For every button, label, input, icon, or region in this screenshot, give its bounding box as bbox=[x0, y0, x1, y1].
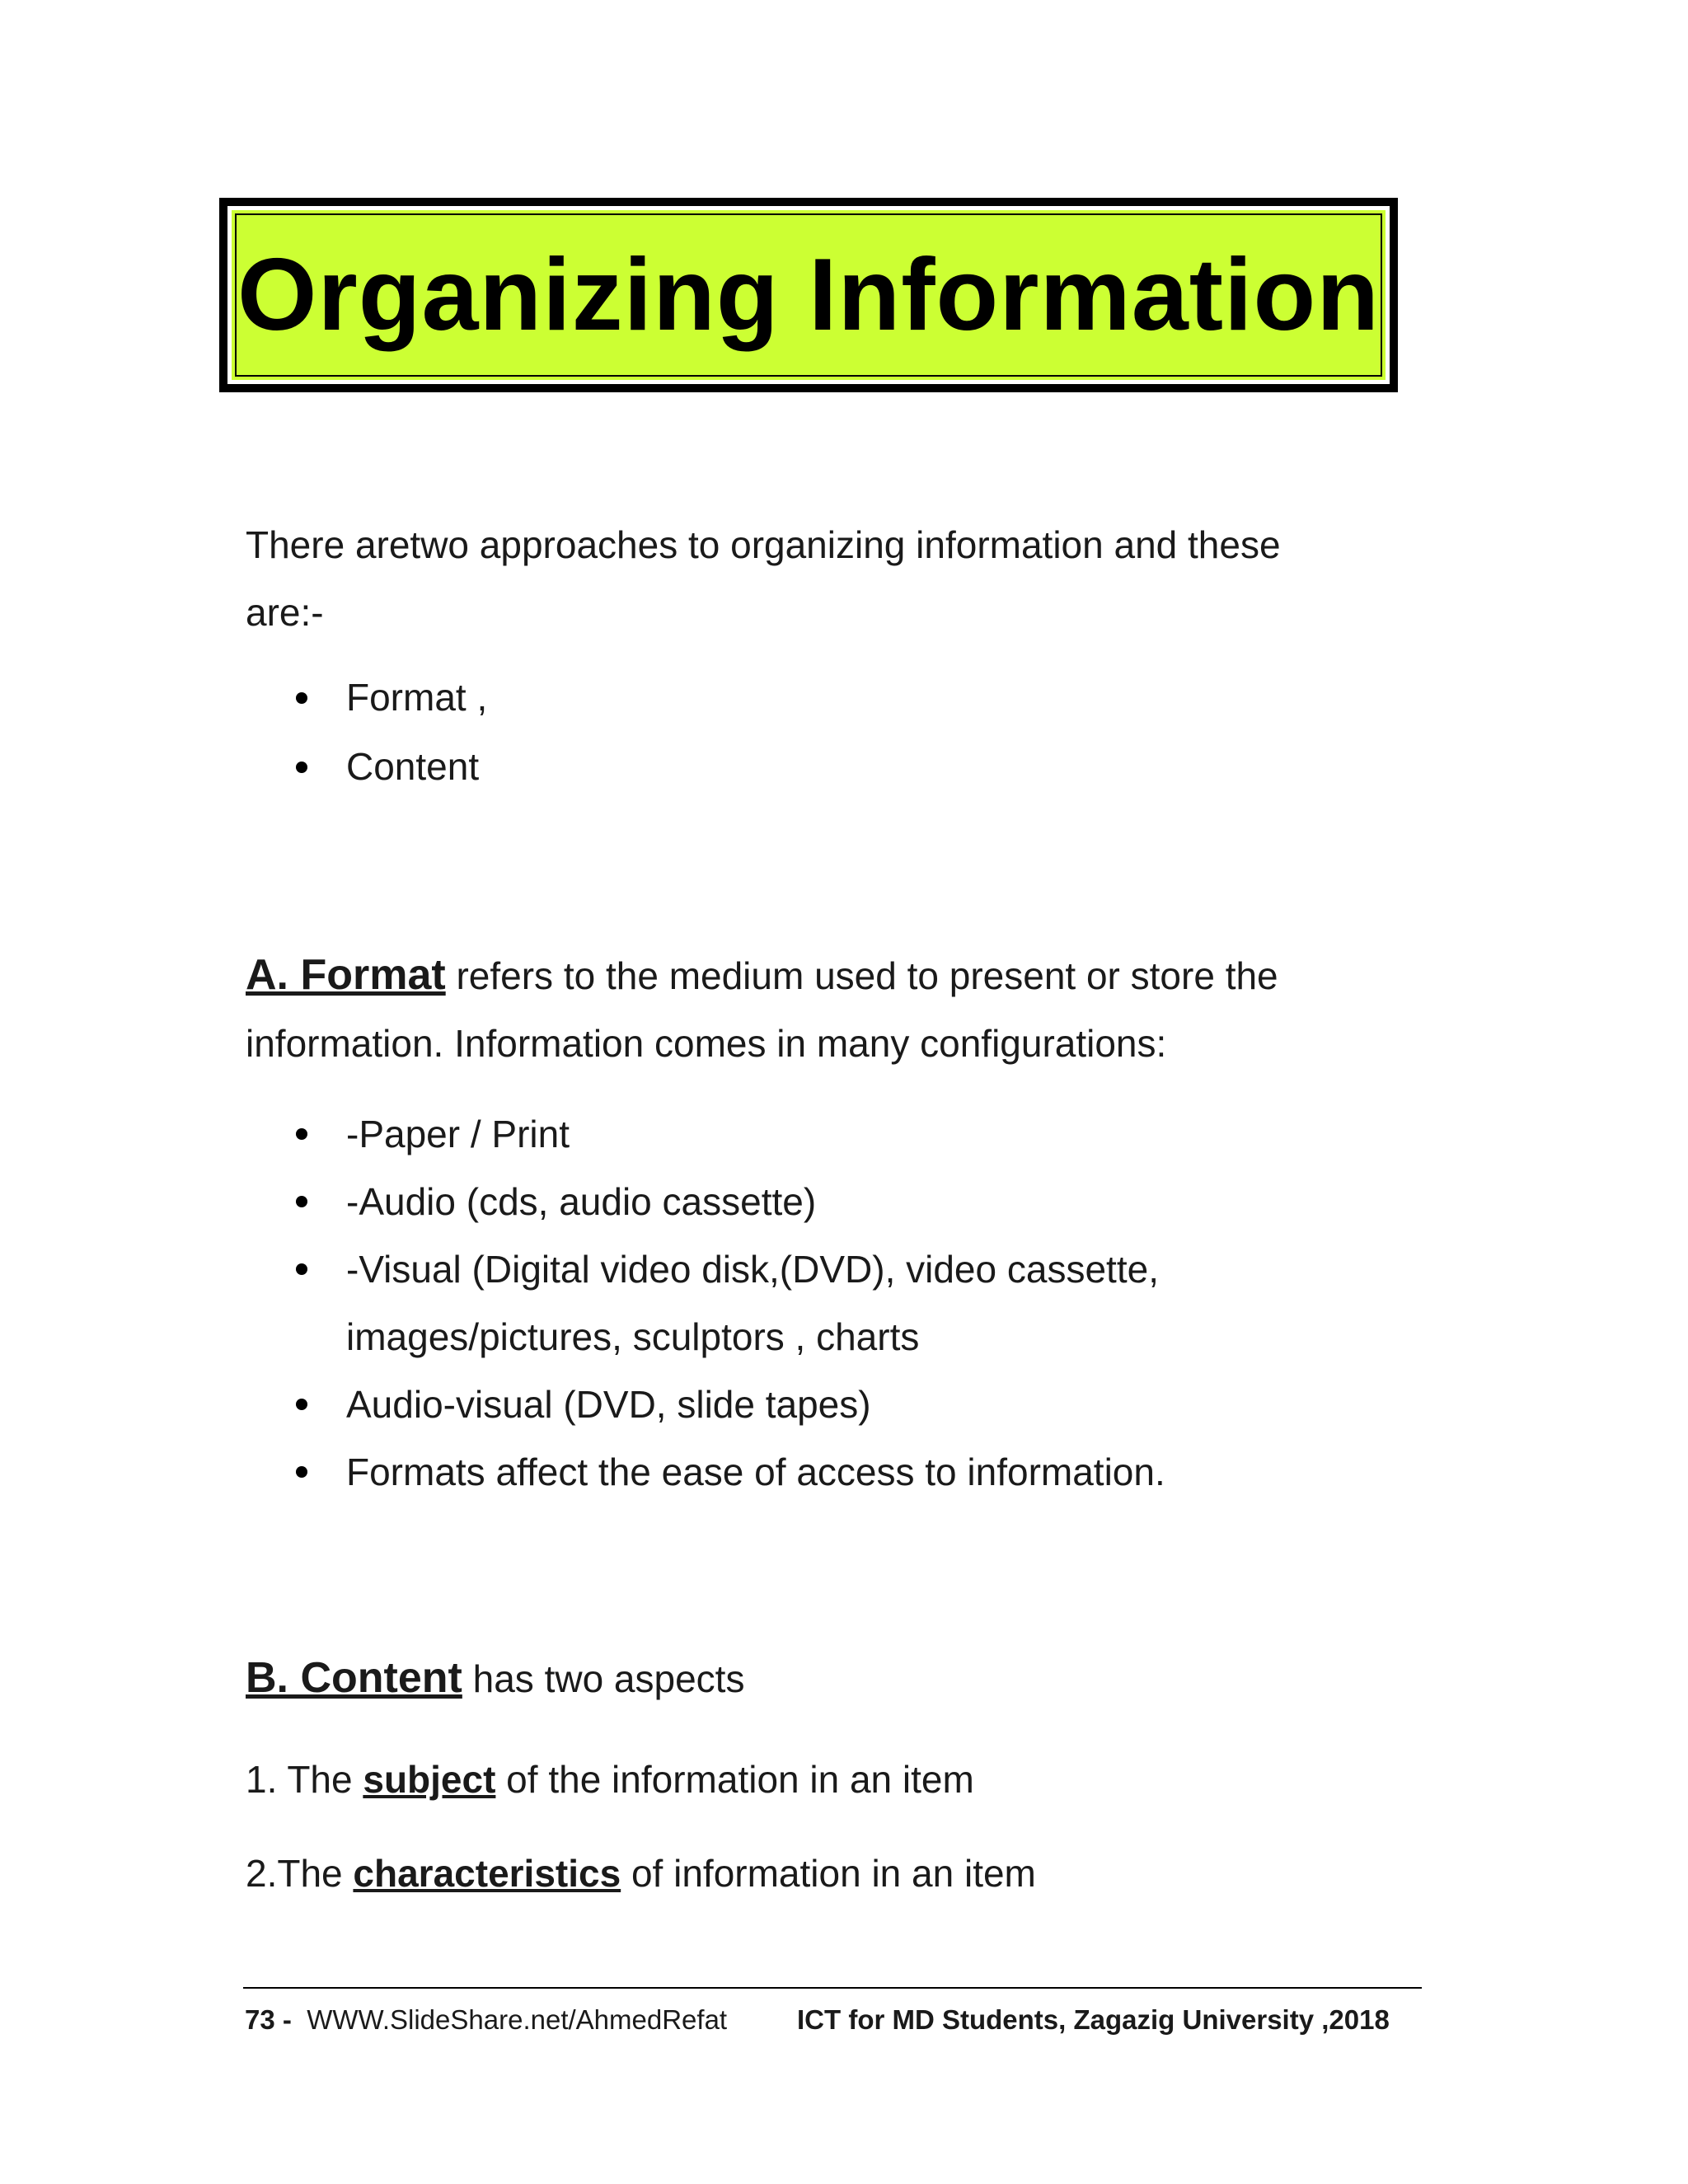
list-item: Format , bbox=[293, 674, 487, 743]
list-item-continuation bbox=[293, 1303, 1165, 1371]
list-item-continuation-text: images/pictures, sculptors , charts bbox=[346, 1315, 920, 1358]
aspect-1-prefix: 1. The bbox=[246, 1758, 363, 1801]
format-heading: A. Format bbox=[246, 951, 446, 999]
list-item: -Paper / Print bbox=[293, 1100, 1165, 1168]
content-heading-line bbox=[246, 1654, 745, 1702]
content-aspect-1 bbox=[246, 1758, 974, 1801]
aspect-2-key: characteristics bbox=[353, 1852, 621, 1895]
aspect-1-suffix: of the information in an item bbox=[495, 1758, 974, 1801]
title-banner-inner bbox=[227, 206, 1390, 384]
format-line-2: information. Information comes in many configurations: bbox=[246, 1022, 1167, 1065]
content-text: has two aspects bbox=[462, 1657, 745, 1700]
footer-site: WWW.SlideShare.net/AhmedRefat bbox=[307, 2004, 728, 2035]
aspect-2-suffix: of information in an item bbox=[621, 1852, 1036, 1895]
content-aspect-2 bbox=[246, 1852, 1036, 1895]
list-item: -Audio (cds, audio cassette) bbox=[293, 1168, 1165, 1235]
footer-course: ICT for MD Students, Zagazig University ,2018 bbox=[797, 2004, 1390, 2035]
footer-divider bbox=[243, 1987, 1422, 1989]
format-line-1 bbox=[246, 941, 1278, 1010]
page-title: Organizing Information bbox=[237, 238, 1380, 352]
page-footer bbox=[245, 2004, 1390, 2036]
intro-line-2: are:- bbox=[246, 591, 324, 634]
title-banner bbox=[219, 198, 1398, 392]
page-number: 73 - bbox=[245, 2004, 292, 2035]
list-item: Content bbox=[293, 743, 487, 813]
list-item: Audio-visual (DVD, slide tapes) bbox=[293, 1371, 1165, 1438]
format-text-1: refers to the medium used to present or store the bbox=[445, 954, 1278, 997]
format-list bbox=[293, 1100, 1165, 1506]
aspect-2-prefix: 2.The bbox=[246, 1852, 354, 1895]
intro-line-1: There aretwo approaches to organizing information and these bbox=[246, 523, 1281, 566]
list-item: -Visual (Digital video disk,(DVD), video cassette, bbox=[293, 1235, 1165, 1303]
intro-paragraph bbox=[246, 511, 1281, 646]
aspect-1-key: subject bbox=[363, 1758, 496, 1801]
format-paragraph bbox=[246, 941, 1278, 1077]
approaches-list bbox=[293, 674, 487, 813]
content-heading: B. Content bbox=[246, 1654, 462, 1702]
list-item: Formats affect the ease of access to information. bbox=[293, 1438, 1165, 1506]
